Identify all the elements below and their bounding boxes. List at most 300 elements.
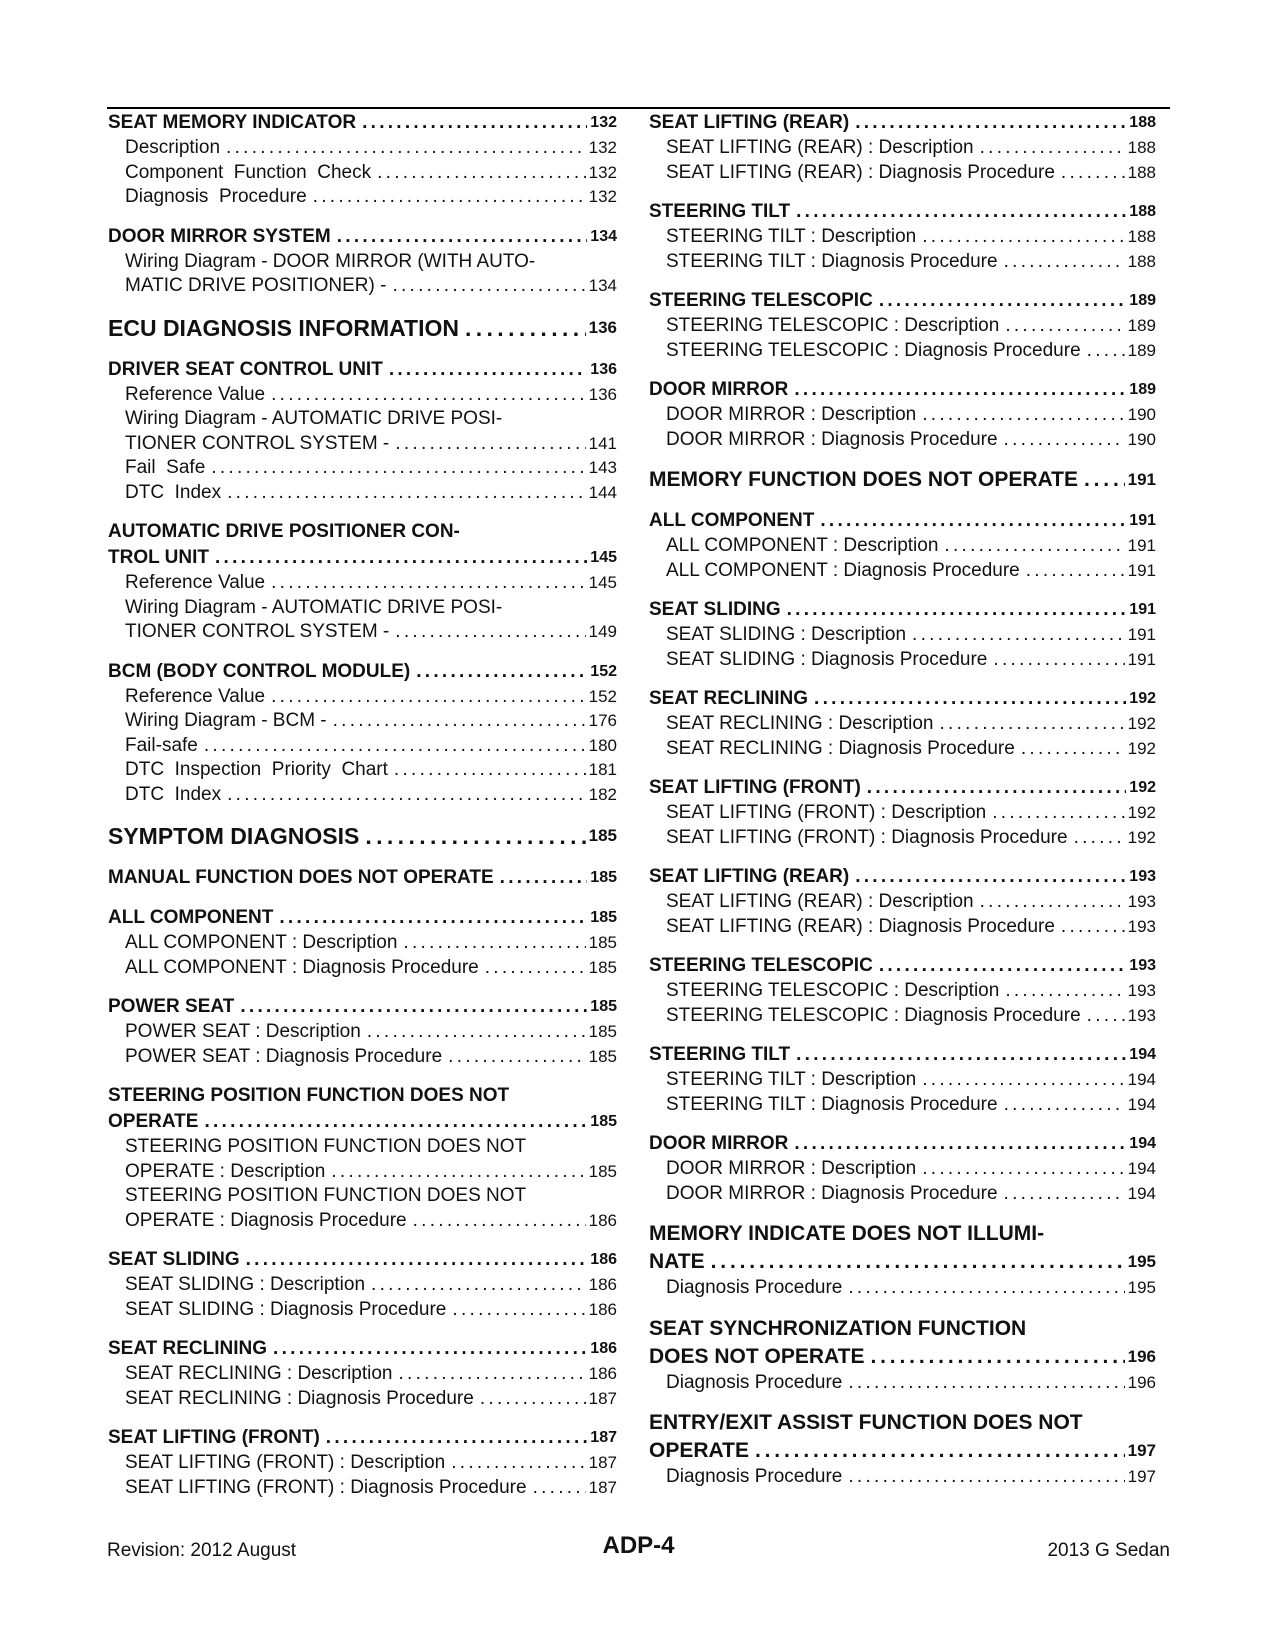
toc-subentry[interactable] (108, 274, 617, 299)
toc-subentry[interactable] (108, 1020, 617, 1045)
toc-entry-title: SEAT SLIDING : Description (666, 624, 907, 645)
toc-page-number: 189 (1127, 316, 1156, 335)
toc-entry-title: ALL COMPONENT : Description (125, 932, 398, 953)
dot-leader (416, 659, 587, 685)
toc-group (108, 821, 617, 851)
toc-entry-title: STEERING TILT : Diagnosis Procedure (666, 1093, 998, 1115)
toc-group (108, 1083, 617, 1233)
toc-subentry[interactable] (108, 1298, 617, 1323)
toc-heading[interactable] (649, 1343, 1156, 1371)
toc-page-number: 192 (1127, 738, 1156, 758)
toc-group (649, 864, 1156, 939)
toc-subentry[interactable] (649, 979, 1156, 1004)
toc-subentry[interactable] (649, 136, 1156, 161)
dot-leader (796, 1042, 1126, 1068)
toc-entry-title: TIONER CONTROL SYSTEM - (125, 621, 390, 642)
dot-leader (1005, 314, 1124, 339)
toc-heading[interactable] (649, 110, 1156, 136)
dot-leader (1004, 1182, 1125, 1207)
toc-entry-title: SEAT LIFTING (FRONT) (108, 1427, 320, 1448)
toc-page-number: 190 (1127, 405, 1156, 424)
toc-page-number: 189 (1127, 340, 1156, 360)
toc-group (108, 865, 617, 891)
toc-subentry[interactable] (108, 758, 617, 783)
toc-entry-title: STEERING TELESCOPIC (649, 290, 873, 311)
toc-heading[interactable] (108, 357, 617, 383)
toc-entry-continued: STEERING POSITION FUNCTION DOES NOT (125, 1185, 527, 1206)
toc-entry-title: STEERING TELESCOPIC : Diagnosis Procedure (666, 1004, 1081, 1026)
toc-entry-title: DOOR MIRROR (649, 379, 789, 400)
dot-leader (980, 890, 1125, 915)
toc-entry-title: SEAT RECLINING : Diagnosis Procedure (125, 1387, 474, 1409)
toc-entry-continued: Wiring Diagram - AUTOMATIC DRIVE POSI- (125, 596, 503, 618)
toc-group (108, 1425, 617, 1500)
toc-subentry[interactable] (108, 1387, 617, 1412)
toc-entry-title: Diagnosis Procedure (666, 1371, 843, 1393)
toc-heading[interactable] (108, 1425, 617, 1451)
dot-leader (1005, 979, 1124, 1004)
dot-leader (1084, 466, 1125, 494)
toc-entry-title: TIONER CONTROL SYSTEM - (125, 432, 390, 454)
toc-subentry[interactable] (108, 1362, 617, 1387)
toc-group (649, 377, 1156, 452)
toc-page-number: 193 (1127, 1005, 1156, 1025)
toc-page-number: 185 (588, 826, 617, 845)
toc-group (649, 1220, 1156, 1301)
toc-heading[interactable] (108, 224, 617, 250)
dot-leader (362, 110, 587, 136)
dot-leader (204, 1109, 587, 1135)
toc-subentry[interactable] (108, 620, 617, 645)
toc-page-number: 192 (1129, 779, 1156, 796)
toc-page-number: 134 (588, 276, 617, 295)
toc-heading[interactable] (649, 466, 1156, 494)
toc-heading[interactable] (649, 1248, 1156, 1276)
toc-page-number: 193 (1129, 957, 1156, 974)
toc-page-number: 191 (1127, 470, 1156, 489)
toc-entry-title: STEERING TELESCOPIC (649, 955, 873, 976)
toc-page-number: 185 (590, 1113, 617, 1130)
toc-page-number: 193 (1127, 916, 1156, 936)
toc-heading[interactable] (108, 545, 617, 571)
toc-subentry[interactable] (649, 250, 1156, 275)
toc-entry-title: SEAT MEMORY INDICATOR (108, 112, 357, 133)
toc-heading[interactable] (649, 1437, 1156, 1465)
toc-entry-title: Wiring Diagram - BCM - (125, 710, 327, 731)
dot-leader (879, 953, 1126, 979)
toc-heading[interactable] (108, 994, 617, 1020)
toc-subentry[interactable] (108, 734, 617, 759)
dot-leader (992, 801, 1124, 826)
toc-subentry[interactable] (649, 534, 1156, 559)
toc-entry-title: OPERATE (108, 1111, 199, 1132)
dot-leader (939, 712, 1124, 737)
toc-heading[interactable] (108, 1336, 617, 1362)
toc-heading[interactable] (108, 659, 617, 685)
toc-page-number: 185 (588, 1046, 617, 1066)
dot-leader (870, 1343, 1124, 1371)
dot-leader (796, 199, 1126, 225)
toc-page-number: 185 (588, 933, 617, 952)
toc-subentry[interactable] (649, 1004, 1156, 1029)
toc-subentry[interactable] (649, 1371, 1156, 1396)
toc-subentry[interactable] (649, 801, 1156, 826)
toc-right-column (649, 110, 1156, 1504)
toc-page-number: 145 (590, 549, 617, 566)
dot-leader (448, 1045, 585, 1070)
dot-leader (377, 161, 586, 186)
toc-subentry[interactable] (649, 1182, 1156, 1207)
toc-page-number: 152 (590, 662, 617, 680)
toc-page-number: 149 (588, 622, 617, 641)
toc-group (649, 466, 1156, 494)
dot-leader (226, 136, 586, 161)
toc-page-number: 136 (588, 317, 617, 337)
toc-subentry[interactable] (649, 648, 1156, 673)
toc-subentry[interactable] (649, 623, 1156, 648)
toc-heading[interactable] (649, 864, 1156, 890)
toc-subentry[interactable] (649, 314, 1156, 339)
toc-subentry[interactable] (108, 685, 617, 710)
dot-leader (279, 905, 587, 931)
toc-page-number: 132 (588, 138, 617, 157)
toc-group (649, 199, 1156, 274)
toc-page-number: 136 (588, 384, 617, 404)
toc-entry-title: ALL COMPONENT : Description (666, 535, 939, 556)
page-code: ADP-4 (602, 1532, 675, 1559)
toc-page-number: 185 (590, 998, 617, 1015)
toc-page-number: 132 (588, 162, 617, 182)
toc-page-number: 195 (1127, 1278, 1156, 1297)
toc-subentry[interactable] (108, 956, 617, 981)
toc-subentry[interactable] (108, 1451, 617, 1476)
toc-page-number: 134 (590, 227, 617, 245)
dot-leader (452, 1298, 585, 1323)
toc-subentry[interactable] (108, 383, 617, 408)
toc-subentry[interactable] (108, 1209, 617, 1234)
toc-page-number: 193 (1127, 892, 1156, 911)
toc-entry-title: SEAT RECLINING : Description (125, 1363, 393, 1384)
toc-entry-title: TROL UNIT (108, 547, 209, 568)
toc-heading[interactable] (649, 288, 1156, 314)
toc-subentry[interactable] (649, 1465, 1156, 1490)
dot-leader (331, 1160, 585, 1185)
toc-entry-title: MANUAL FUNCTION DOES NOT OPERATE (108, 867, 494, 888)
toc-page-number: 194 (1127, 1159, 1156, 1178)
dot-leader (394, 758, 586, 783)
toc-heading[interactable] (649, 597, 1156, 623)
toc-page-number: 132 (590, 114, 617, 131)
dot-leader (413, 1209, 586, 1234)
toc-heading[interactable] (649, 199, 1156, 225)
dot-leader (398, 1362, 585, 1387)
toc-page-number: 195 (1127, 1252, 1156, 1271)
toc-subentry[interactable] (649, 826, 1156, 851)
dot-leader (395, 432, 585, 457)
dot-leader (922, 1068, 1124, 1093)
toc-subentry[interactable] (649, 559, 1156, 584)
toc-group (108, 1336, 617, 1411)
toc-page-number: 132 (588, 187, 617, 206)
toc-group (649, 775, 1156, 850)
toc-page-number: 192 (1127, 803, 1156, 822)
toc-page-number: 185 (590, 909, 617, 926)
toc-entry-title: DTC Inspection Priority Chart (125, 759, 388, 780)
toc-page-number: 191 (1129, 512, 1156, 529)
toc-entry-title: SEAT LIFTING (FRONT) : Description (666, 802, 987, 823)
dot-leader (848, 1465, 1124, 1490)
toc-entry-title: OPERATE (649, 1439, 749, 1462)
toc-subentry[interactable] (108, 1045, 617, 1070)
toc-entry-title: DRIVER SEAT CONTROL UNIT (108, 358, 383, 380)
toc-subentry[interactable] (649, 890, 1156, 915)
toc-entry-title: SEAT LIFTING (REAR) (649, 866, 850, 887)
dot-leader (326, 1425, 588, 1451)
dot-leader (395, 620, 585, 645)
toc-subentry[interactable] (649, 712, 1156, 737)
toc-page-number: 188 (1127, 251, 1156, 271)
toc-entry-title: SEAT SLIDING (649, 599, 781, 620)
toc-group (649, 1042, 1156, 1117)
toc-heading[interactable] (649, 775, 1156, 801)
toc-entry-title: SEAT LIFTING (REAR) : Diagnosis Procedure (666, 161, 1055, 183)
toc-page-number: 187 (590, 1429, 617, 1446)
toc-entry-title: Reference Value (125, 572, 266, 593)
toc-entry-title: Diagnosis Procedure (125, 186, 307, 207)
toc-subentry[interactable] (649, 737, 1156, 762)
toc-entry-continued: AUTOMATIC DRIVE POSITIONER CON- (108, 521, 460, 542)
toc-subentry[interactable] (649, 225, 1156, 250)
toc-heading[interactable] (649, 686, 1156, 712)
toc-subentry[interactable] (108, 1160, 617, 1185)
toc-entry-title: STEERING TILT (649, 1044, 791, 1065)
toc-group (108, 357, 617, 506)
toc-page-number: 188 (1129, 203, 1156, 220)
toc-entry-title: SEAT RECLINING (649, 688, 809, 709)
toc-page-number: 197 (1127, 1467, 1156, 1486)
dot-leader (313, 185, 586, 210)
toc-page-number: 182 (588, 784, 617, 804)
toc-page-number: 186 (590, 1251, 617, 1268)
toc-entry-title: SYMPTOM DIAGNOSIS (108, 823, 360, 849)
toc-page-number: 185 (588, 957, 617, 977)
toc-subentry[interactable] (108, 709, 617, 734)
toc-heading[interactable] (649, 1131, 1156, 1157)
toc-subentry[interactable] (108, 931, 617, 956)
toc-group (649, 288, 1156, 363)
dot-leader (814, 686, 1126, 712)
dot-leader (922, 403, 1124, 428)
dot-leader (867, 775, 1127, 801)
toc-page-number: 181 (588, 760, 617, 779)
dot-leader (1021, 737, 1125, 762)
dot-leader (271, 685, 586, 710)
toc-left-column (108, 110, 617, 1514)
dot-leader (465, 313, 586, 343)
toc-page-number: 186 (588, 1275, 617, 1294)
dot-leader (403, 931, 585, 956)
toc-page-number: 145 (588, 573, 617, 592)
toc-subentry[interactable] (649, 428, 1156, 453)
toc-heading[interactable] (649, 1042, 1156, 1068)
toc-group (649, 1409, 1156, 1490)
toc-entry-title: DTC Index (125, 481, 222, 503)
dot-leader (371, 1273, 586, 1298)
toc-entry-title: SEAT LIFTING (FRONT) : Description (125, 1452, 446, 1473)
toc-group (649, 1315, 1156, 1396)
toc-entry-continued: ENTRY/EXIT ASSIST FUNCTION DOES NOT (649, 1411, 1083, 1434)
toc-heading[interactable] (108, 110, 617, 136)
dot-leader (271, 383, 586, 408)
toc-subentry[interactable] (108, 571, 617, 596)
toc-entry-title: DOOR MIRROR (649, 1133, 789, 1154)
toc-page-number: 186 (590, 1340, 617, 1357)
dot-leader (855, 110, 1126, 136)
toc-page-number: 193 (1127, 981, 1156, 1000)
toc-page-number: 188 (1127, 227, 1156, 246)
toc-entry-continued: Wiring Diagram - AUTOMATIC DRIVE POSI- (125, 408, 503, 429)
toc-entry-title: SEAT LIFTING (FRONT) : Diagnosis Procedure (666, 826, 1068, 848)
toc-page-number: 194 (1127, 1070, 1156, 1089)
toc-page-number: 186 (588, 1299, 617, 1319)
dot-leader (1004, 428, 1125, 453)
dot-leader (922, 1157, 1124, 1182)
toc-page-number: 194 (1129, 1135, 1156, 1152)
toc-subentry[interactable] (108, 783, 617, 808)
toc-entry-title: OPERATE : Description (125, 1160, 326, 1182)
toc-entry-title: DOES NOT OPERATE (649, 1344, 865, 1368)
toc-entry-title: STEERING TILT : Description (666, 1069, 917, 1090)
revision-label: Revision: 2012 August (107, 1540, 297, 1561)
toc-page-number: 143 (588, 458, 617, 477)
toc-entry-title: ALL COMPONENT : Diagnosis Procedure (125, 956, 479, 978)
toc-page-number: 194 (1127, 1094, 1156, 1114)
toc-entry-title: SEAT LIFTING (REAR) : Description (666, 891, 974, 912)
toc-subentry[interactable] (108, 481, 617, 506)
toc-entry-title: SEAT SLIDING : Description (125, 1274, 366, 1295)
dot-leader (755, 1437, 1125, 1465)
toc-subentry[interactable] (649, 1157, 1156, 1182)
toc-entry-title: ECU DIAGNOSIS INFORMATION (108, 314, 459, 341)
toc-subentry[interactable] (649, 161, 1156, 186)
dot-leader (711, 1248, 1125, 1276)
toc-entry-title: Diagnosis Procedure (666, 1466, 843, 1487)
toc-entry-title: SEAT LIFTING (FRONT) : Diagnosis Procedure (125, 1476, 527, 1498)
page-footer (107, 1532, 1170, 1562)
toc-heading[interactable] (108, 1247, 617, 1273)
toc-entry-title: Fail-safe (125, 734, 198, 756)
dot-leader (879, 288, 1126, 314)
dot-leader (365, 821, 585, 851)
toc-subentry[interactable] (108, 136, 617, 161)
toc-subentry[interactable] (108, 1476, 617, 1501)
toc-heading[interactable] (108, 905, 617, 931)
toc-entry-title: MEMORY FUNCTION DOES NOT OPERATE (649, 468, 1078, 491)
toc-heading[interactable] (649, 377, 1156, 403)
toc-subentry[interactable] (108, 161, 617, 186)
toc-group (649, 597, 1156, 672)
dot-leader (794, 1131, 1126, 1157)
toc-page-number: 187 (588, 1453, 617, 1472)
toc-entry-title: POWER SEAT (108, 996, 235, 1017)
dot-leader (389, 357, 587, 383)
dot-leader (922, 225, 1124, 250)
dot-leader (204, 734, 586, 759)
toc-page-number: 144 (588, 482, 617, 502)
dot-leader (787, 597, 1127, 623)
dot-leader (1061, 161, 1125, 186)
toc-entry-title: DOOR MIRROR : Description (666, 1158, 917, 1179)
toc-heading[interactable] (108, 1109, 617, 1135)
toc-entry-title: ALL COMPONENT (649, 510, 815, 531)
toc-entry-title: SEAT RECLINING : Diagnosis Procedure (666, 737, 1015, 759)
toc-subentry[interactable] (649, 1068, 1156, 1093)
toc-heading[interactable] (108, 821, 617, 851)
toc-page-number: 190 (1127, 429, 1156, 449)
toc-page-number: 185 (588, 1161, 617, 1181)
toc-subentry[interactable] (649, 915, 1156, 940)
dot-leader (227, 783, 586, 808)
toc-subentry[interactable] (108, 456, 617, 481)
toc-entry-title: Reference Value (125, 383, 266, 405)
toc-page-number: 185 (590, 869, 617, 886)
toc-entry-title: STEERING TILT (649, 201, 791, 222)
toc-page-number: 176 (588, 711, 617, 730)
toc-heading[interactable] (108, 865, 617, 891)
toc-entry-title: DOOR MIRROR : Description (666, 404, 917, 425)
toc-page-number: 141 (588, 433, 617, 453)
toc-group (108, 1247, 617, 1322)
toc-subentry[interactable] (649, 1276, 1156, 1301)
toc-page-number: 180 (588, 735, 617, 755)
dot-leader (912, 623, 1125, 648)
dot-leader (485, 956, 586, 981)
toc-subentry[interactable] (649, 403, 1156, 428)
toc-entry-title: SEAT SLIDING : Diagnosis Procedure (125, 1298, 447, 1320)
toc-page-number: 196 (1127, 1346, 1156, 1366)
toc-group (108, 659, 617, 808)
dot-leader (848, 1276, 1124, 1301)
toc-page-number: 194 (1127, 1183, 1156, 1203)
toc-subentry[interactable] (108, 185, 617, 210)
toc-entry-title: STEERING TELESCOPIC : Description (666, 980, 1000, 1001)
toc-subentry[interactable] (108, 1273, 617, 1298)
toc-heading[interactable] (649, 953, 1156, 979)
toc-page-number: 192 (1129, 690, 1156, 707)
toc-subentry[interactable] (649, 339, 1156, 364)
toc-entry-continued: SEAT SYNCHRONIZATION FUNCTION (649, 1316, 1027, 1340)
toc-entry-title: STEERING TELESCOPIC : Description (666, 315, 1000, 336)
toc-heading[interactable] (649, 508, 1156, 534)
toc-entry-title: MATIC DRIVE POSITIONER) - (125, 275, 387, 296)
toc-entry-title: ALL COMPONENT : Diagnosis Procedure (666, 559, 1020, 581)
toc-page-number: 188 (1127, 162, 1156, 182)
toc-subentry[interactable] (108, 432, 617, 457)
dot-leader (273, 1336, 587, 1362)
toc-entry-title: DOOR MIRROR : Diagnosis Procedure (666, 1182, 998, 1204)
toc-subentry[interactable] (649, 1093, 1156, 1118)
toc-heading[interactable] (108, 313, 617, 343)
toc-entry-title: POWER SEAT : Description (125, 1021, 361, 1042)
toc-group (649, 686, 1156, 761)
toc-page-number: 193 (1129, 868, 1156, 885)
toc-page-number: 196 (1127, 1372, 1156, 1392)
dot-leader (533, 1476, 586, 1501)
dot-leader (993, 648, 1124, 673)
dot-leader (333, 709, 586, 734)
toc-page-number: 188 (1127, 138, 1156, 157)
dot-leader (337, 224, 588, 250)
